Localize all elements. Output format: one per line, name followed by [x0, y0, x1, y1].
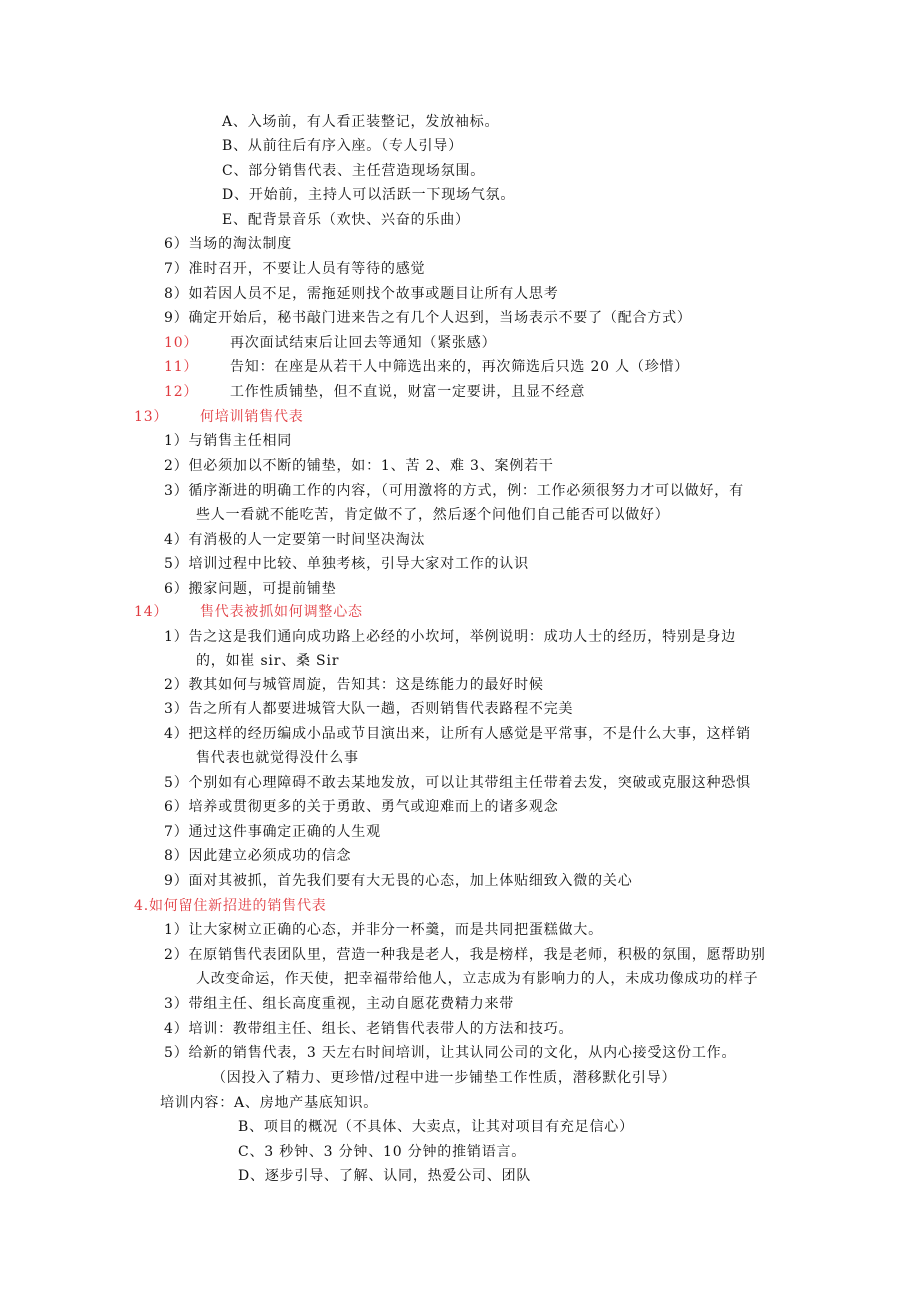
text-line: 7）准时召开，不要让人员有等待的感觉 [164, 261, 426, 277]
text-line: 的，如崔 sir、桑 Sir [196, 653, 340, 669]
section-heading: 售代表被抓如何调整心态 [200, 604, 363, 620]
text-line: 4）把这样的经历编成小品或节目演出来，让所有人感觉是平常事，不是什么大事，这样销 [164, 726, 751, 742]
list-number: 10） [164, 335, 199, 351]
text-line: 1）告之这是我们通向成功路上必经的小坎坷，举例说明：成功人士的经历，特别是身边 [164, 629, 737, 645]
text-line: 人改变命运，作天使，把幸福带给他人，立志成为有影响力的人，未成功像成功的样子 [196, 971, 759, 987]
text-line: 告知：在座是从若干人中筛选出来的，再次筛选后只选 20 人（珍惜） [230, 359, 690, 375]
text-line: 7）通过这件事确定正确的人生观 [164, 824, 381, 840]
text-line: B、项目的概况（不具体、大卖点，让其对项目有充足信心） [238, 1119, 634, 1135]
text-line: D、开始前，主持人可以活跃一下现场气氛。 [222, 187, 516, 203]
text-line: 6）培养或贯彻更多的关于勇敢、勇气或迎难而上的诸多观念 [164, 799, 559, 815]
section-number: 13） [134, 409, 169, 425]
text-line: 1）让大家树立正确的心态，并非分一杯羹，而是共同把蛋糕做大。 [164, 922, 603, 938]
text-line: 8）如若因人员不足，需拖延则找个故事或题目让所有人思考 [164, 286, 559, 302]
text-line: 培训内容：A、房地产基底知识。 [160, 1095, 379, 1111]
text-line: 工作性质铺垫，但不直说，财富一定要讲，且显不经意 [230, 384, 586, 400]
text-line: C、部分销售代表、主任营造现场氛围。 [222, 163, 486, 179]
text-line: A、入场前，有人看正装整记，发放袖标。 [222, 114, 500, 130]
list-number: 11） [164, 359, 199, 375]
text-line: 9）确定开始后，秘书敲门进来告之有几个人迟到，当场表示不要了（配合方式） [164, 310, 692, 326]
section-number: 14） [134, 604, 169, 620]
text-line: 2）在原销售代表团队里，营造一种我是老人，我是榜样，我是老师，积极的氛围，愿帮助别 [164, 947, 766, 963]
text-line: （因投入了精力、更珍惜/过程中进一步铺垫工作性质，潜移默化引导） [212, 1070, 677, 1086]
text-line: E、配背景音乐（欢快、兴奋的乐曲） [222, 212, 470, 228]
text-line: 3）带组主任、组长高度重视，主动自愿花费精力来带 [164, 996, 515, 1012]
text-line: 6）当场的淘汰制度 [164, 236, 293, 252]
text-line: 2）但必须加以不断的铺垫，如：1、苦 2、难 3、案例若干 [164, 458, 554, 474]
text-line: B、从前往后有序入座。（专人引导） [222, 138, 463, 154]
text-line: 5）给新的销售代表，3 天左右时间培训，让其认同公司的文化，从内心接受这份工作。 [164, 1045, 737, 1061]
text-line: 4）有消极的人一定要第一时间坚决淘汰 [164, 532, 426, 548]
text-line: 6）搬家问题，可提前铺垫 [164, 581, 337, 597]
list-number: 12） [164, 384, 199, 400]
text-line: C、3 秒钟、3 分钟、10 分钟的推销语言。 [238, 1144, 527, 1160]
text-line: 售代表也就觉得没什么事 [196, 750, 359, 766]
section-heading: 何培训销售代表 [200, 409, 304, 425]
text-line: 2）教其如何与城管周旋，告知其：这是练能力的最好时候 [164, 677, 544, 693]
text-line: 些人一看就不能吃苦，肯定做不了，然后逐个问他们自己能否可以做好） [196, 507, 670, 523]
text-line: 8）因此建立必须成功的信念 [164, 848, 352, 864]
text-line: 1）与销售主任相同 [164, 433, 293, 449]
text-line: 4）培训：教带组主任、组长、老销售代表带人的方法和技巧。 [164, 1021, 574, 1037]
section-heading: 4.如何留住新招进的销售代表 [134, 898, 327, 914]
text-line: 3）告之所有人都要进城管大队一趟，否则销售代表路程不完美 [164, 701, 574, 717]
text-line: 5）培训过程中比较、单独考核，引导大家对工作的认识 [164, 556, 529, 572]
text-line: D、逐步引导、了解、认同，热爱公司、团队 [238, 1168, 532, 1184]
text-line: 再次面试结束后让回去等通知（紧张感） [230, 335, 497, 351]
text-line: 3）循序渐进的明确工作的内容，（可用激将的方式，例：工作必须很努力才可以做好，有 [164, 483, 744, 499]
text-line: 9）面对其被抓，首先我们要有大无畏的心态，加上体贴细致入微的关心 [164, 873, 633, 889]
text-line: 5）个别如有心理障碍不敢去某地发放，可以让其带组主任带着去发，突破或克服这种恐惧 [164, 775, 751, 791]
